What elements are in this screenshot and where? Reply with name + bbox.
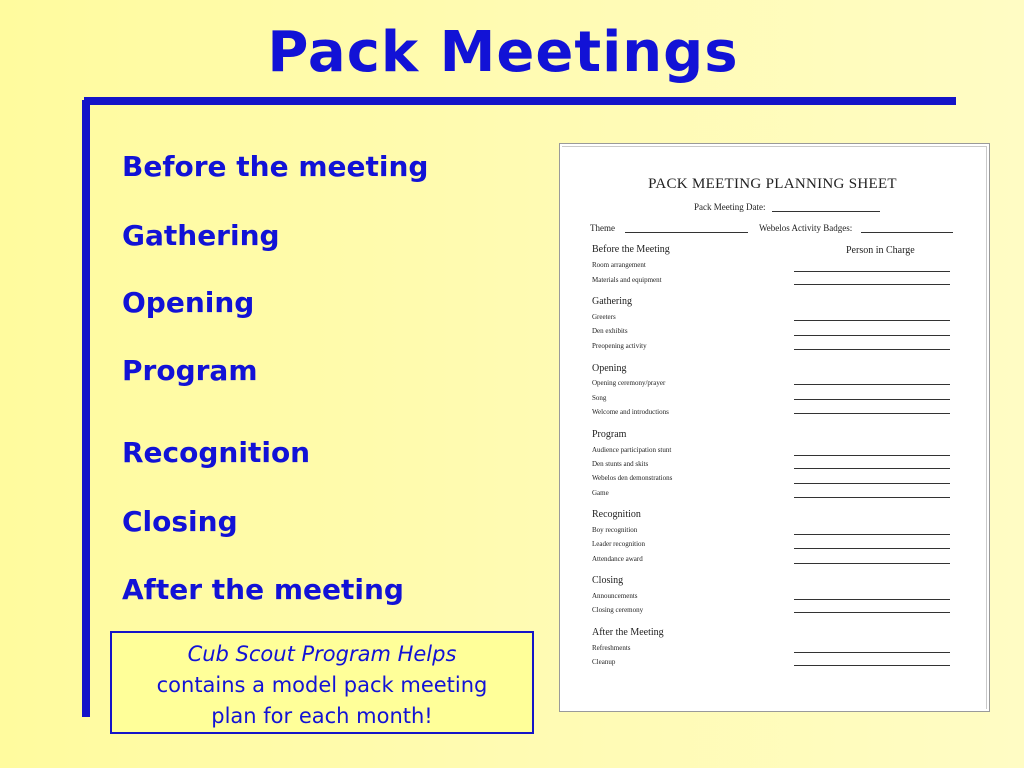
sheet-border-top	[562, 146, 987, 147]
sheet-row-line	[794, 271, 950, 272]
planning-sheet-image	[559, 143, 990, 712]
sheet-row-line	[794, 548, 950, 549]
agenda-item-opening: Opening	[122, 286, 255, 319]
sheet-badges-line	[861, 232, 953, 233]
sheet-row-line	[794, 455, 950, 456]
sheet-row-line	[794, 320, 950, 321]
sheet-row-label: Refreshments	[592, 644, 631, 652]
agenda-item-closing: Closing	[122, 505, 238, 538]
sheet-section-heading: Closing	[592, 575, 624, 586]
sheet-row-line	[794, 665, 950, 666]
sheet-theme-label: Theme	[590, 223, 615, 233]
horizontal-accent-bar	[84, 97, 956, 105]
sheet-row-label: Welcome and introductions	[592, 408, 669, 416]
sheet-row-line	[794, 483, 950, 484]
sheet-row-line	[794, 534, 950, 535]
sheet-section-heading: After the Meeting	[592, 627, 664, 638]
note-line-2: contains a model pack meeting	[156, 673, 488, 697]
sheet-row-label: Preopening activity	[592, 342, 647, 350]
sheet-date-label: Pack Meeting Date:	[694, 202, 766, 212]
sheet-row-line	[794, 413, 950, 414]
sheet-row-line	[794, 349, 950, 350]
sheet-row-label: Den stunts and skits	[592, 460, 649, 468]
sheet-row-label: Cleanup	[592, 658, 616, 666]
sheet-title: PACK MEETING PLANNING SHEET	[648, 176, 897, 192]
sheet-row-label: Room arrangement	[592, 261, 646, 269]
sheet-section-heading: Opening	[592, 363, 627, 374]
sheet-row-label: Game	[592, 489, 609, 497]
sheet-row-line	[794, 497, 950, 498]
sheet-row-label: Closing ceremony	[592, 606, 644, 614]
sheet-row-label: Webelos den demonstrations	[592, 474, 673, 482]
sheet-row-label: Song	[592, 394, 607, 402]
sheet-row-label: Materials and equipment	[592, 276, 662, 284]
sheet-section-heading: Program	[592, 429, 627, 440]
sheet-section-heading: Recognition	[592, 509, 641, 520]
slide-title: Pack Meetings	[267, 20, 739, 85]
sheet-date-line	[772, 211, 880, 212]
agenda-item-recognition: Recognition	[122, 436, 311, 469]
agenda-item-before: Before the meeting	[122, 150, 429, 183]
sheet-badges-label: Webelos Activity Badges:	[759, 223, 853, 233]
sheet-row-label: Greeters	[592, 313, 616, 321]
program-helps-note	[110, 631, 534, 734]
sheet-row-label: Boy recognition	[592, 526, 638, 534]
sheet-row-line	[794, 612, 950, 613]
sheet-person-in-charge-header: Person in Charge	[846, 245, 915, 256]
agenda-item-program: Program	[122, 354, 258, 387]
sheet-row-line	[794, 652, 950, 653]
sheet-row-line	[794, 399, 950, 400]
sheet-row-line	[794, 563, 950, 564]
vertical-accent-bar	[82, 100, 90, 717]
sheet-row-label: Audience participation stunt	[592, 446, 672, 454]
sheet-section-heading: Gathering	[592, 296, 632, 307]
note-line-1: Cub Scout Program Helps	[187, 642, 457, 666]
sheet-row-line	[794, 335, 950, 336]
agenda-item-after: After the meeting	[122, 573, 404, 606]
agenda-item-gathering: Gathering	[122, 219, 280, 252]
sheet-section-heading: Before the Meeting	[592, 244, 670, 255]
sheet-theme-line	[625, 232, 748, 233]
sheet-row-label: Opening ceremony/prayer	[592, 379, 666, 387]
sheet-row-line	[794, 284, 950, 285]
sheet-border-right	[986, 146, 987, 709]
sheet-row-label: Den exhibits	[592, 327, 628, 335]
note-line-3: plan for each month!	[211, 704, 433, 728]
sheet-row-line	[794, 599, 950, 600]
sheet-row-line	[794, 384, 950, 385]
sheet-row-label: Announcements	[592, 592, 638, 600]
sheet-row-label: Leader recognition	[592, 540, 646, 548]
sheet-row-label: Attendance award	[592, 555, 643, 563]
sheet-row-line	[794, 468, 950, 469]
